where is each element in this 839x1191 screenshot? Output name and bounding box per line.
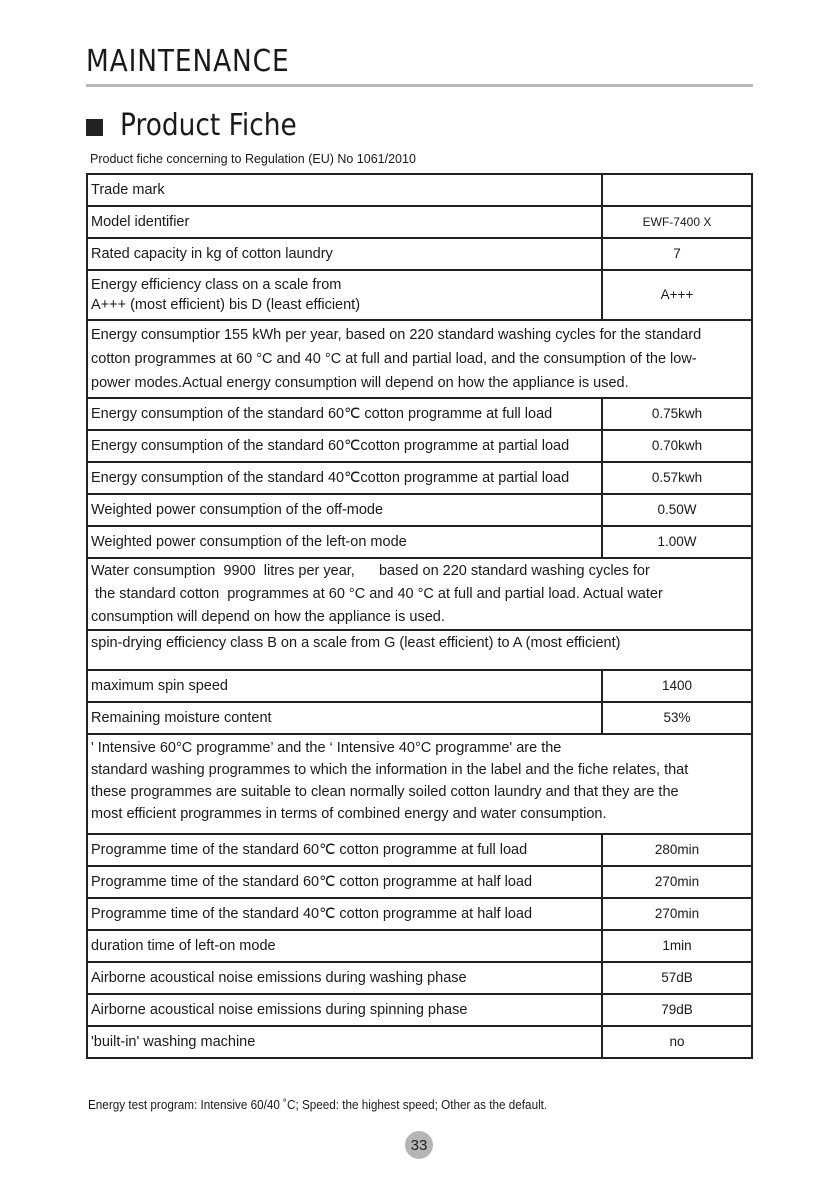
note-line: cotton programmes at 60 °C and 40 °C at full and partial load, and the consumption of the low- xyxy=(91,351,697,367)
row-value: 270min xyxy=(602,898,752,930)
row-value: 0.70kwh xyxy=(602,430,752,462)
note-line: the standard cotton programmes at 60 °C and 40 °C at full and partial load. Actual water xyxy=(91,585,663,602)
row-value: 280min xyxy=(602,834,752,866)
table-row xyxy=(87,430,752,462)
table-row xyxy=(87,462,752,494)
row-label: Model identifier xyxy=(87,206,602,238)
row-value xyxy=(602,174,752,206)
note-line: ' Intensive 60°C programme’ and the ‘ Intensive 40°C programme' are the xyxy=(91,740,562,756)
table-row xyxy=(87,270,752,320)
table-row xyxy=(87,930,752,962)
row-label: Weighted power consumption of the left-on mode xyxy=(87,526,602,558)
title-divider xyxy=(86,84,753,87)
note-line: most efficient programmes in terms of combined energy and water consumption. xyxy=(91,806,607,822)
row-value: 0.50W xyxy=(602,494,752,526)
table-row xyxy=(87,898,752,930)
energy-test-footnote: Energy test program: Intensive 60/40 ˚C; Speed: the highest speed; Other as the default. xyxy=(88,1097,548,1112)
row-label: duration time of left-on mode xyxy=(87,930,602,962)
row-label: Trade mark xyxy=(87,174,602,206)
row-value: A+++ xyxy=(602,270,752,320)
energy-consumption-note xyxy=(87,320,752,398)
table-row xyxy=(87,558,752,630)
row-label: Rated capacity in kg of cotton laundry xyxy=(87,238,602,270)
row-value: 79dB xyxy=(602,994,752,1026)
table-row xyxy=(87,734,752,834)
row-label: maximum spin speed xyxy=(87,670,602,702)
row-label: Airborne acoustical noise emissions during spinning phase xyxy=(87,994,602,1026)
table-row xyxy=(87,994,752,1026)
table-row xyxy=(87,320,752,398)
row-label: Programme time of the standard 60℃ cotton programme at half load xyxy=(87,866,602,898)
row-label: 'built-in' washing machine xyxy=(87,1026,602,1058)
note-line: spin-drying efficiency class B on a scale from G (least efficient) to A (most efficient) xyxy=(91,635,621,651)
note-line: standard washing programmes to which the information in the label and the fiche relates, that xyxy=(91,762,689,778)
row-value: 270min xyxy=(602,866,752,898)
table-row xyxy=(87,630,752,670)
spin-drying-class-note xyxy=(87,630,752,670)
table-row xyxy=(87,526,752,558)
row-value: 53% xyxy=(602,702,752,734)
note-line: consumption will depend on how the appliance is used. xyxy=(91,608,445,625)
row-value: EWF-7400 X xyxy=(602,206,752,238)
table-row xyxy=(87,174,752,206)
row-value: 0.75kwh xyxy=(602,398,752,430)
row-value: no xyxy=(602,1026,752,1058)
label-line: Energy efficiency class on a scale from xyxy=(91,277,342,293)
table-row xyxy=(87,702,752,734)
note-line: these programmes are suitable to clean normally soiled cotton laundry and that they are the xyxy=(91,784,679,800)
row-value: 7 xyxy=(602,238,752,270)
table-row xyxy=(87,494,752,526)
row-label: Programme time of the standard 60℃ cotton programme at full load xyxy=(87,834,602,866)
table-row xyxy=(87,1026,752,1058)
page-number: 33 xyxy=(405,1131,433,1159)
row-value: 0.57kwh xyxy=(602,462,752,494)
table-row xyxy=(87,670,752,702)
table-row xyxy=(87,962,752,994)
heading-text: Product Fiche xyxy=(120,108,297,143)
regulation-caption: Product fiche concerning to Regulation (EU) No 1061/2010 xyxy=(90,152,416,166)
row-value: 1.00W xyxy=(602,526,752,558)
table-row xyxy=(87,206,752,238)
row-label: Energy consumption of the standard 40℃cotton programme at partial load xyxy=(87,462,602,494)
row-value: 57dB xyxy=(602,962,752,994)
square-bullet-icon xyxy=(86,119,103,136)
row-label: Weighted power consumption of the off-mode xyxy=(87,494,602,526)
table-row xyxy=(87,398,752,430)
table-row xyxy=(87,238,752,270)
note-line: Water consumption 9900 litres per year, based on 220 standard washing cycles for xyxy=(91,562,650,579)
table-row xyxy=(87,834,752,866)
row-label: Remaining moisture content xyxy=(87,702,602,734)
row-label xyxy=(87,270,602,320)
row-label: Airborne acoustical noise emissions during washing phase xyxy=(87,962,602,994)
product-fiche-table xyxy=(86,173,753,1059)
row-label: Energy consumption of the standard 60℃ cotton programme at full load xyxy=(87,398,602,430)
label-line: A+++ (most efficient) bis D (least efficient) xyxy=(91,297,361,313)
note-line: power modes.Actual energy consumption will depend on how the appliance is used. xyxy=(91,375,629,391)
row-label: Programme time of the standard 40℃ cotton programme at half load xyxy=(87,898,602,930)
section-title: MAINTENANCE xyxy=(86,44,290,79)
row-value: 1400 xyxy=(602,670,752,702)
table-row xyxy=(87,866,752,898)
note-line: Energy consumptior 155 kWh per year, based on 220 standard washing cycles for the standard xyxy=(91,327,702,343)
page-heading xyxy=(86,108,321,143)
standard-programmes-note xyxy=(87,734,752,834)
water-consumption-note xyxy=(87,558,752,630)
row-label: Energy consumption of the standard 60℃cotton programme at partial load xyxy=(87,430,602,462)
row-value: 1min xyxy=(602,930,752,962)
